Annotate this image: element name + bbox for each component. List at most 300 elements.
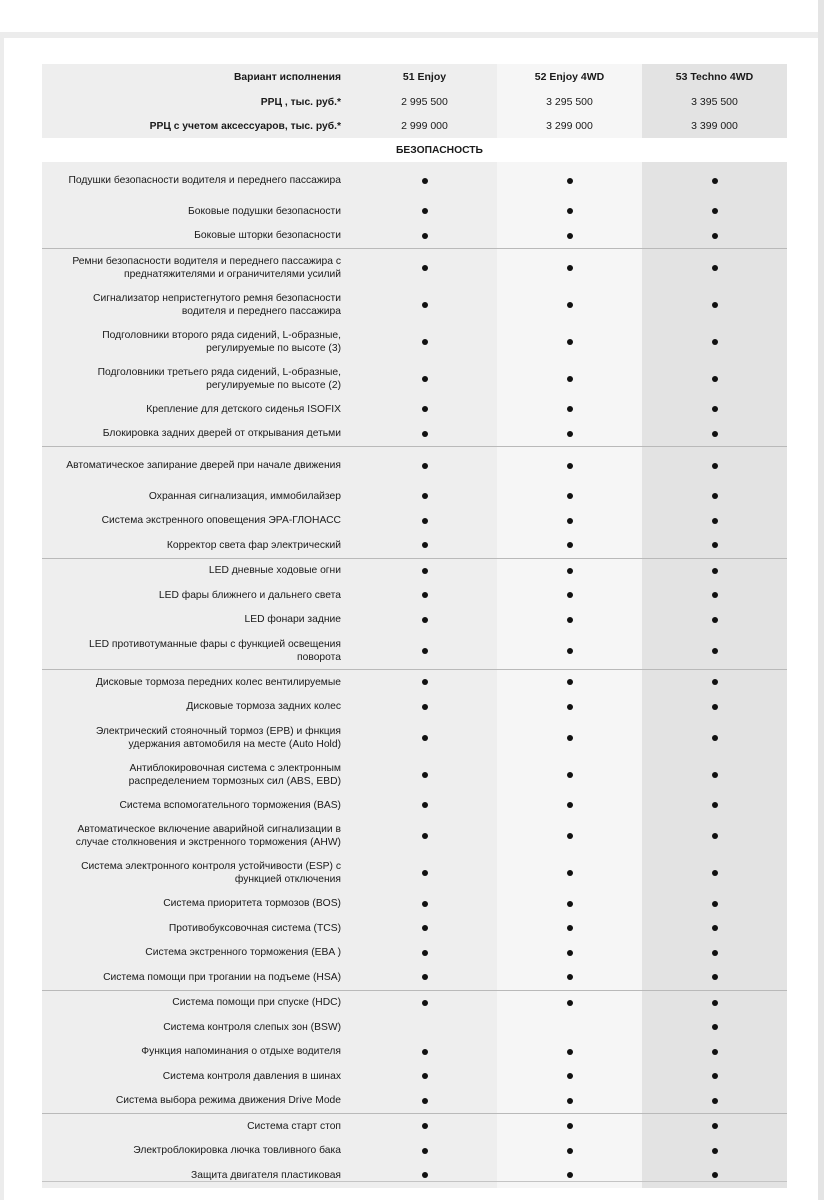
included-dot-icon (422, 302, 428, 308)
included-dot-icon (712, 735, 718, 741)
feature-label: Подушки безопасности водителя и переднего пассажира (42, 162, 352, 199)
feature-cell (497, 991, 642, 1016)
feature-label: Антиблокировочная система с электронным распределением тормозных сил (ABS, EBD) (42, 756, 352, 793)
feature-cell (642, 360, 787, 397)
included-dot-icon (567, 735, 573, 741)
feature-cell (352, 793, 497, 818)
included-dot-icon (422, 376, 428, 382)
feature-cell (642, 818, 787, 855)
feature-label: Система контроля слепых зон (BSW) (42, 1015, 352, 1040)
feature-cell (352, 916, 497, 941)
included-dot-icon (422, 1000, 428, 1006)
included-dot-icon (567, 568, 573, 574)
feature-cell (642, 608, 787, 633)
feature-cell (352, 1040, 497, 1065)
feature-label: LED дневные ходовые огни (42, 559, 352, 584)
included-dot-icon (712, 901, 718, 907)
included-dot-icon (712, 870, 718, 876)
document-page (4, 38, 818, 1200)
included-dot-icon (712, 648, 718, 654)
included-dot-icon (567, 974, 573, 980)
included-dot-icon (712, 617, 718, 623)
feature-label: Боковые подушки безопасности (42, 199, 352, 224)
feature-cell (642, 941, 787, 966)
feature-label: Противобуксовочная система (TCS) (42, 916, 352, 941)
feature-label: LED фары ближнего и дальнего света (42, 583, 352, 608)
feature-cell (352, 286, 497, 323)
feature-cell (642, 447, 787, 484)
included-dot-icon (567, 1148, 573, 1154)
feature-cell (352, 1163, 497, 1188)
included-dot-icon (422, 974, 428, 980)
feature-cell (642, 397, 787, 422)
table-row (42, 162, 787, 199)
included-dot-icon (567, 1049, 573, 1055)
price-accessories-col-1: 2 999 000 (352, 114, 497, 138)
feature-cell (352, 695, 497, 720)
price-label: РРЦ , тыс. руб.* (42, 90, 352, 114)
included-dot-icon (567, 1098, 573, 1104)
included-dot-icon (712, 1049, 718, 1055)
feature-label: Дисковые тормоза передних колес вентилируемые (42, 670, 352, 695)
feature-cell (352, 360, 497, 397)
included-dot-icon (567, 870, 573, 876)
table-row (42, 719, 787, 756)
feature-label: Система экстренного оповещения ЭРА-ГЛОНАСС (42, 509, 352, 534)
feature-cell (497, 670, 642, 695)
price-accessories-label: РРЦ с учетом аксессуаров, тыс. руб.* (42, 114, 352, 138)
feature-cell (642, 719, 787, 756)
feature-label: LED фонари задние (42, 608, 352, 633)
feature-cell (497, 249, 642, 286)
included-dot-icon (422, 901, 428, 907)
feature-label: Система выбора режима движения Drive Mode (42, 1089, 352, 1114)
feature-cell (352, 756, 497, 793)
feature-cell (497, 1114, 642, 1139)
header-col-3: 53 Techno 4WD (642, 64, 787, 90)
table-row (42, 990, 787, 1016)
included-dot-icon (422, 1098, 428, 1104)
table-row (42, 360, 787, 397)
included-dot-icon (422, 802, 428, 808)
included-dot-icon (422, 518, 428, 524)
price-row (42, 90, 787, 114)
feature-cell (497, 162, 642, 199)
feature-cell (352, 447, 497, 484)
feature-cell (352, 670, 497, 695)
feature-cell (497, 533, 642, 558)
table-row (42, 248, 787, 286)
table-row (42, 484, 787, 509)
price-accessories-col-3: 3 399 000 (642, 114, 787, 138)
included-dot-icon (712, 1073, 718, 1079)
feature-cell (497, 286, 642, 323)
included-dot-icon (567, 518, 573, 524)
table-row (42, 533, 787, 558)
feature-cell (642, 965, 787, 990)
price-accessories-row (42, 114, 787, 138)
table-row (42, 224, 787, 249)
feature-cell (352, 199, 497, 224)
feature-cell (642, 1040, 787, 1065)
feature-cell (497, 447, 642, 484)
included-dot-icon (422, 617, 428, 623)
feature-cell (642, 422, 787, 447)
included-dot-icon (567, 1123, 573, 1129)
feature-cell (352, 533, 497, 558)
included-dot-icon (712, 568, 718, 574)
table-row (42, 1064, 787, 1089)
included-dot-icon (712, 833, 718, 839)
feature-cell (497, 1064, 642, 1089)
included-dot-icon (567, 704, 573, 710)
included-dot-icon (422, 870, 428, 876)
feature-cell (642, 756, 787, 793)
included-dot-icon (422, 493, 428, 499)
table-row (42, 199, 787, 224)
feature-cell (497, 559, 642, 584)
feature-cell (497, 1015, 642, 1040)
included-dot-icon (422, 1148, 428, 1154)
feature-cell (497, 941, 642, 966)
feature-cell (642, 224, 787, 249)
feature-cell (497, 965, 642, 990)
included-dot-icon (422, 339, 428, 345)
feature-cell (642, 286, 787, 323)
feature-cell (497, 422, 642, 447)
included-dot-icon (567, 901, 573, 907)
feature-label: Система экстренного торможения (EBA ) (42, 941, 352, 966)
included-dot-icon (567, 493, 573, 499)
included-dot-icon (422, 1123, 428, 1129)
feature-cell (642, 695, 787, 720)
feature-cell (352, 249, 497, 286)
feature-cell (497, 360, 642, 397)
feature-cell (497, 695, 642, 720)
feature-cell (497, 1040, 642, 1065)
feature-label: Крепление для детского сиденья ISOFIX (42, 397, 352, 422)
feature-label: Корректор света фар электрический (42, 533, 352, 558)
feature-cell (642, 1089, 787, 1114)
included-dot-icon (712, 265, 718, 271)
page-edge (818, 0, 824, 1200)
top-strip (0, 0, 818, 32)
feature-cell (642, 484, 787, 509)
feature-cell (642, 793, 787, 818)
included-dot-icon (567, 463, 573, 469)
included-dot-icon (567, 302, 573, 308)
feature-label: Система помощи при трогании на подъеме (HSA) (42, 965, 352, 990)
feature-cell (352, 559, 497, 584)
feature-cell (497, 199, 642, 224)
feature-cell (642, 632, 787, 669)
price-col-1: 2 995 500 (352, 90, 497, 114)
included-dot-icon (567, 950, 573, 956)
feature-cell (352, 991, 497, 1016)
feature-label: Сигнализатор непристегнутого ремня безопасности водителя и переднего пассажира (42, 286, 352, 323)
feature-label: Автоматическое включение аварийной сигнализации в случае столкновения и экстренного торможения (AHW) (42, 818, 352, 855)
feature-cell (497, 397, 642, 422)
included-dot-icon (712, 431, 718, 437)
included-dot-icon (567, 1000, 573, 1006)
feature-label: Дисковые тормоза задних колес (42, 695, 352, 720)
table-row (42, 1163, 787, 1188)
included-dot-icon (712, 339, 718, 345)
feature-cell (352, 965, 497, 990)
included-dot-icon (712, 679, 718, 685)
header-label: Вариант исполнения (42, 64, 352, 90)
included-dot-icon (567, 265, 573, 271)
table-row (42, 446, 787, 484)
feature-label: Блокировка задних дверей от открывания детьми (42, 422, 352, 447)
included-dot-icon (567, 617, 573, 623)
feature-cell (352, 484, 497, 509)
included-dot-icon (422, 1049, 428, 1055)
feature-rows (42, 162, 787, 1188)
feature-cell (352, 162, 497, 199)
feature-cell (352, 397, 497, 422)
included-dot-icon (422, 772, 428, 778)
included-dot-icon (422, 925, 428, 931)
feature-cell (497, 1163, 642, 1188)
feature-label: Электроблокировка лючка товливного бака (42, 1139, 352, 1164)
included-dot-icon (567, 406, 573, 412)
header-col-1: 51 Enjoy (352, 64, 497, 90)
feature-cell (497, 1139, 642, 1164)
feature-cell (352, 855, 497, 892)
feature-cell (642, 1064, 787, 1089)
feature-cell (352, 1015, 497, 1040)
table-row (42, 558, 787, 584)
feature-cell (352, 323, 497, 360)
table-row (42, 941, 787, 966)
included-dot-icon (422, 265, 428, 271)
table-row (42, 1040, 787, 1065)
feature-cell (497, 323, 642, 360)
feature-cell (642, 1139, 787, 1164)
included-dot-icon (422, 704, 428, 710)
table-row (42, 509, 787, 534)
table-row (42, 1089, 787, 1114)
included-dot-icon (712, 1098, 718, 1104)
included-dot-icon (422, 463, 428, 469)
feature-cell (497, 756, 642, 793)
included-dot-icon (422, 431, 428, 437)
table-row (42, 608, 787, 633)
included-dot-icon (712, 493, 718, 499)
included-dot-icon (567, 648, 573, 654)
table-row (42, 916, 787, 941)
feature-cell (497, 632, 642, 669)
feature-label: Функция напоминания о отдыхе водителя (42, 1040, 352, 1065)
feature-cell (497, 224, 642, 249)
included-dot-icon (712, 1172, 718, 1178)
included-dot-icon (422, 406, 428, 412)
feature-cell (642, 1163, 787, 1188)
feature-label: Подголовники второго ряда сидений, L-образные, регулируемые по высоте (3) (42, 323, 352, 360)
feature-cell (642, 199, 787, 224)
table-row (42, 669, 787, 695)
included-dot-icon (712, 376, 718, 382)
feature-cell (352, 818, 497, 855)
included-dot-icon (712, 925, 718, 931)
feature-cell (642, 1114, 787, 1139)
included-dot-icon (567, 679, 573, 685)
feature-label: Система старт стоп (42, 1114, 352, 1139)
feature-label: Защита двигателя пластиковая (42, 1163, 352, 1188)
feature-label: Подголовники третьего ряда сидений, L-образные, регулируемые по высоте (2) (42, 360, 352, 397)
feature-label: Система электронного контроля устойчивости (ESP) с функцией отключения (42, 855, 352, 892)
feature-cell (642, 670, 787, 695)
included-dot-icon (712, 233, 718, 239)
included-dot-icon (712, 406, 718, 412)
feature-cell (497, 818, 642, 855)
included-dot-icon (712, 178, 718, 184)
included-dot-icon (712, 542, 718, 548)
included-dot-icon (567, 431, 573, 437)
included-dot-icon (712, 974, 718, 980)
feature-cell (642, 583, 787, 608)
included-dot-icon (567, 208, 573, 214)
table-row (42, 1139, 787, 1164)
included-dot-icon (712, 463, 718, 469)
feature-cell (642, 162, 787, 199)
included-dot-icon (567, 178, 573, 184)
feature-cell (352, 608, 497, 633)
table-row (42, 818, 787, 855)
price-accessories-col-2: 3 299 000 (497, 114, 642, 138)
table-row (42, 695, 787, 720)
included-dot-icon (712, 704, 718, 710)
included-dot-icon (422, 679, 428, 685)
table-row (42, 756, 787, 793)
feature-cell (352, 509, 497, 534)
feature-cell (352, 892, 497, 917)
included-dot-icon (712, 802, 718, 808)
table-row (42, 583, 787, 608)
feature-cell (497, 916, 642, 941)
feature-label: Автоматическое запирание дверей при начале движения (42, 447, 352, 484)
included-dot-icon (567, 542, 573, 548)
feature-cell (642, 559, 787, 584)
included-dot-icon (422, 1172, 428, 1178)
header-row (42, 64, 787, 90)
feature-cell (497, 1089, 642, 1114)
table-row (42, 323, 787, 360)
table-row (42, 286, 787, 323)
feature-cell (352, 224, 497, 249)
feature-label: Электрический стояночный тормоз (EPB) и фнкция удержания автомобиля на месте (Auto Hold) (42, 719, 352, 756)
feature-cell (497, 892, 642, 917)
included-dot-icon (712, 1000, 718, 1006)
feature-cell (642, 1015, 787, 1040)
included-dot-icon (567, 1172, 573, 1178)
feature-cell (642, 991, 787, 1016)
included-dot-icon (422, 233, 428, 239)
table-row (42, 1113, 787, 1139)
included-dot-icon (567, 592, 573, 598)
included-dot-icon (422, 592, 428, 598)
included-dot-icon (567, 1073, 573, 1079)
feature-cell (642, 509, 787, 534)
included-dot-icon (712, 1024, 718, 1030)
feature-cell (352, 422, 497, 447)
feature-label: Ремни безопасности водителя и переднего пассажира с преднатяжителями и ограничителями усилий (42, 249, 352, 286)
section-title: БЕЗОПАСНОСТЬ (396, 144, 483, 156)
table-row (42, 855, 787, 892)
table-row (42, 422, 787, 447)
feature-cell (352, 941, 497, 966)
included-dot-icon (712, 772, 718, 778)
included-dot-icon (422, 735, 428, 741)
included-dot-icon (567, 339, 573, 345)
included-dot-icon (567, 833, 573, 839)
included-dot-icon (712, 302, 718, 308)
feature-cell (497, 793, 642, 818)
feature-cell (497, 484, 642, 509)
feature-cell (352, 1139, 497, 1164)
included-dot-icon (422, 833, 428, 839)
table-row (42, 397, 787, 422)
included-dot-icon (422, 568, 428, 574)
included-dot-icon (712, 1148, 718, 1154)
feature-cell (497, 608, 642, 633)
feature-label: LED противотуманные фары с функцией освещения поворота (42, 632, 352, 669)
included-dot-icon (712, 518, 718, 524)
included-dot-icon (567, 802, 573, 808)
table-row (42, 1015, 787, 1040)
feature-cell (642, 323, 787, 360)
table-row (42, 793, 787, 818)
included-dot-icon (422, 1073, 428, 1079)
feature-cell (352, 583, 497, 608)
feature-cell (497, 583, 642, 608)
feature-label: Система контроля давления в шинах (42, 1064, 352, 1089)
feature-cell (352, 1089, 497, 1114)
feature-label: Система помощи при спуске (HDC) (42, 991, 352, 1016)
included-dot-icon (422, 542, 428, 548)
header-col-2: 52 Enjoy 4WD (497, 64, 642, 90)
feature-cell (352, 632, 497, 669)
included-dot-icon (712, 950, 718, 956)
feature-cell (642, 855, 787, 892)
included-dot-icon (712, 208, 718, 214)
feature-cell (352, 719, 497, 756)
included-dot-icon (422, 648, 428, 654)
feature-cell (642, 916, 787, 941)
feature-cell (352, 1064, 497, 1089)
feature-label: Система приоритета тормозов (BOS) (42, 892, 352, 917)
feature-label: Охранная сигнализация, иммобилайзер (42, 484, 352, 509)
feature-label: Боковые шторки безопасности (42, 224, 352, 249)
included-dot-icon (712, 1123, 718, 1129)
price-col-3: 3 395 500 (642, 90, 787, 114)
table-row (42, 892, 787, 917)
table-row (42, 965, 787, 990)
included-dot-icon (567, 772, 573, 778)
table-row (42, 632, 787, 669)
feature-label: Система вспомогательного торможения (BAS) (42, 793, 352, 818)
included-dot-icon (422, 208, 428, 214)
feature-cell (642, 892, 787, 917)
included-dot-icon (567, 376, 573, 382)
included-dot-icon (422, 950, 428, 956)
feature-cell (497, 719, 642, 756)
included-dot-icon (422, 178, 428, 184)
included-dot-icon (567, 925, 573, 931)
feature-cell (497, 509, 642, 534)
price-col-2: 3 295 500 (497, 90, 642, 114)
